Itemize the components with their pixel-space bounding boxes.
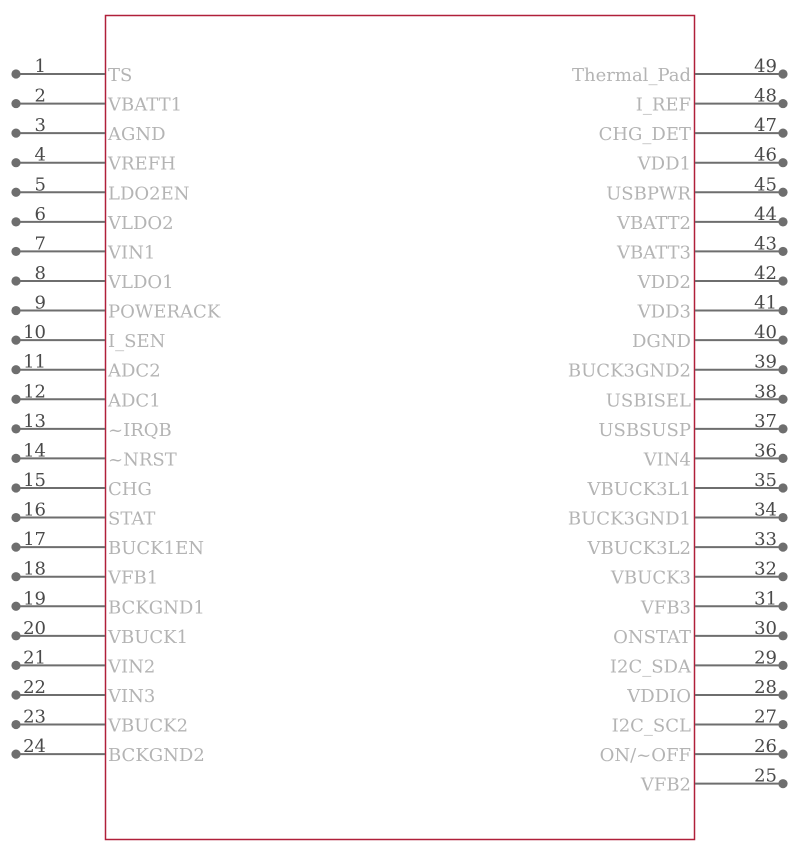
pin-number: 12	[23, 381, 46, 403]
pin-30	[613, 618, 787, 648]
pin-terminal-dot	[11, 99, 20, 108]
pin-terminal-dot	[11, 513, 20, 522]
pin-name: VBUCK2	[108, 715, 189, 737]
pin-33	[587, 529, 788, 559]
pin-terminal-dot	[778, 158, 787, 167]
pin-number: 36	[754, 440, 777, 462]
pin-22	[11, 677, 155, 707]
pin-name: BUCK1EN	[108, 538, 204, 560]
pin-terminal-dot	[778, 424, 787, 433]
pin-number: 21	[23, 647, 46, 669]
pin-26	[600, 736, 788, 766]
pin-name: VBUCK3L1	[587, 478, 691, 500]
pin-28	[626, 677, 787, 707]
pin-number: 24	[23, 736, 46, 758]
pin-number: 9	[34, 292, 46, 314]
pin-name: DGND	[632, 331, 691, 353]
pin-terminal-dot	[778, 454, 787, 463]
pin-number: 40	[754, 322, 777, 344]
pin-number: 43	[754, 233, 777, 255]
pin-name: VIN1	[108, 242, 156, 264]
pin-9	[11, 293, 220, 323]
pin-name: VBUCK1	[108, 626, 189, 648]
pin-terminal-dot	[11, 247, 20, 256]
pin-name: VFB2	[640, 774, 691, 796]
pin-number: 17	[23, 529, 46, 551]
pin-terminal-dot	[11, 158, 20, 167]
pin-terminal-dot	[778, 188, 787, 197]
pin-23	[11, 707, 188, 737]
pin-name: BCKGND1	[108, 597, 205, 619]
pin-name: AGND	[108, 124, 166, 146]
pin-number: 1	[34, 56, 46, 77]
pin-29	[610, 647, 788, 677]
pin-number: 16	[23, 499, 46, 521]
pin-12	[11, 381, 160, 411]
pin-number: 38	[754, 381, 777, 403]
pin-17	[11, 529, 204, 559]
pin-terminal-dot	[11, 306, 20, 315]
pin-terminal-dot	[11, 365, 20, 374]
pin-name: VIN3	[108, 685, 156, 707]
pin-number: 44	[754, 203, 777, 225]
pin-terminal-dot	[11, 217, 20, 226]
pin-name: LDO2EN	[108, 183, 190, 205]
pin-number: 39	[754, 351, 777, 373]
pin-number: 32	[754, 558, 777, 580]
pin-6	[11, 204, 173, 234]
pin-name: VIN4	[643, 449, 691, 471]
pin-36	[643, 440, 788, 470]
pin-name: VBUCK3	[610, 567, 691, 589]
pin-terminal-dot	[778, 217, 787, 226]
pin-38	[606, 381, 788, 411]
pin-number: 10	[23, 322, 46, 344]
pin-name: VBATT3	[616, 242, 691, 264]
pin-number: 14	[23, 440, 46, 462]
pin-terminal-dot	[778, 720, 787, 729]
pin-1	[11, 56, 132, 86]
pin-name: VIN2	[108, 656, 156, 678]
pin-18	[11, 559, 158, 589]
pin-46	[637, 145, 788, 175]
pin-name: USBISEL	[605, 390, 691, 412]
pin-number: 37	[754, 410, 777, 432]
pin-name: USBPWR	[606, 183, 691, 205]
pin-24	[11, 736, 204, 766]
pin-10	[11, 322, 165, 352]
pin-terminal-dot	[778, 483, 787, 492]
pin-number: 6	[34, 203, 46, 225]
pin-name: TS	[108, 65, 133, 86]
pin-terminal-dot	[11, 690, 20, 699]
pin-number: 31	[754, 588, 777, 610]
pin-name: VDD2	[637, 271, 691, 293]
pin-15	[11, 470, 151, 500]
pin-number: 25	[754, 765, 777, 787]
pin-45	[606, 174, 788, 204]
pin-32	[610, 559, 788, 589]
pin-name: USBSUSP	[598, 419, 691, 441]
pin-name: BUCK3GND2	[567, 360, 691, 382]
pin-name: VBATT2	[616, 212, 691, 234]
pin-number: 3	[34, 115, 46, 137]
pin-terminal-dot	[11, 129, 20, 138]
pin-number: 29	[754, 647, 777, 669]
pin-name: VDD3	[637, 301, 691, 323]
pin-name: VBUCK3L2	[587, 538, 691, 560]
pin-name: ADC1	[108, 390, 161, 412]
pin-20	[11, 618, 188, 648]
pin-name: I2C_SCL	[611, 715, 691, 737]
pin-31	[640, 588, 788, 618]
pin-name: ON/~OFF	[599, 745, 691, 767]
pin-terminal-dot	[11, 720, 20, 729]
pin-name: VLDO1	[108, 271, 174, 293]
pin-number: 34	[754, 499, 777, 521]
pin-14	[11, 440, 176, 470]
left-pin-group	[11, 56, 220, 766]
pin-number: 47	[754, 115, 777, 137]
pin-number: 22	[23, 676, 46, 698]
pin-35	[587, 470, 788, 500]
pin-number: 35	[754, 469, 777, 491]
pin-number: 7	[34, 233, 46, 255]
pin-terminal-dot	[778, 602, 787, 611]
pin-11	[11, 352, 160, 382]
pin-name: ADC2	[108, 360, 161, 382]
pin-number: 11	[23, 351, 46, 373]
pin-terminal-dot	[778, 513, 787, 522]
pin-number: 30	[754, 617, 777, 639]
pin-number: 8	[34, 262, 46, 284]
pin-number: 5	[34, 174, 46, 196]
pin-name: BCKGND2	[108, 745, 205, 767]
pin-terminal-dot	[11, 602, 20, 611]
pin-number: 20	[23, 617, 46, 639]
pin-name: ONSTAT	[613, 626, 691, 648]
pin-5	[11, 174, 189, 204]
pin-43	[616, 233, 788, 263]
pin-name: CHG	[108, 478, 152, 500]
pin-27	[612, 707, 788, 737]
pin-44	[616, 204, 788, 234]
pin-terminal-dot	[11, 572, 20, 581]
pin-number: 46	[754, 144, 777, 166]
pin-number: 18	[23, 558, 46, 580]
pin-terminal-dot	[778, 395, 787, 404]
pin-terminal-dot	[778, 631, 787, 640]
pin-25	[640, 766, 788, 796]
pin-name: POWERACK	[108, 301, 221, 323]
pin-16	[11, 500, 155, 530]
pin-terminal-dot	[778, 365, 787, 374]
pin-name: I2C_SDA	[609, 656, 691, 678]
pin-terminal-dot	[778, 247, 787, 256]
pin-name: VFB1	[108, 567, 159, 589]
pin-number: 13	[23, 410, 46, 432]
pin-49	[572, 56, 788, 86]
pin-terminal-dot	[778, 306, 787, 315]
pin-terminal-dot	[11, 188, 20, 197]
pin-2	[11, 86, 182, 116]
pin-4	[11, 145, 175, 175]
pin-name: CHG_DET	[598, 124, 691, 146]
pin-7	[11, 233, 155, 263]
pin-19	[11, 588, 204, 618]
pin-terminal-dot	[11, 336, 20, 345]
pin-terminal-dot	[778, 690, 787, 699]
pin-42	[637, 263, 788, 293]
pin-terminal-dot	[11, 661, 20, 670]
pin-number: 4	[34, 144, 46, 166]
pin-number: 27	[754, 706, 777, 728]
pin-39	[568, 352, 788, 382]
pin-name: Thermal_Pad	[572, 65, 691, 86]
pin-terminal-dot	[778, 276, 787, 285]
pin-name: VREFH	[108, 153, 176, 175]
pin-terminal-dot	[11, 631, 20, 640]
pin-terminal-dot	[778, 750, 787, 759]
pin-name: I_REF	[635, 94, 691, 116]
pin-number: 19	[23, 588, 46, 610]
pin-number: 49	[754, 56, 777, 77]
pin-number: 42	[754, 262, 777, 284]
pin-terminal-dot	[11, 543, 20, 552]
pin-number: 2	[34, 85, 46, 107]
pin-terminal-dot	[11, 69, 20, 78]
pin-terminal-dot	[11, 454, 20, 463]
pin-name: VBATT1	[108, 94, 183, 116]
pin-terminal-dot	[778, 129, 787, 138]
pin-21	[11, 647, 155, 677]
pin-terminal-dot	[11, 424, 20, 433]
pin-name: I_SEN	[108, 331, 166, 353]
pin-number: 26	[754, 736, 777, 758]
pin-41	[637, 293, 788, 323]
pin-number: 23	[23, 706, 46, 728]
pin-number: 41	[754, 292, 777, 314]
pin-48	[636, 86, 788, 116]
pin-name: VFB3	[640, 597, 691, 619]
pin-terminal-dot	[778, 543, 787, 552]
pin-number: 33	[754, 529, 777, 551]
pin-terminal-dot	[778, 779, 787, 788]
pin-number: 48	[754, 85, 777, 107]
pin-47	[599, 115, 788, 145]
pin-name: ~NRST	[108, 449, 177, 471]
pin-number: 28	[754, 676, 777, 698]
right-pin-group	[568, 56, 788, 796]
pin-name: VDD1	[637, 153, 691, 175]
pin-terminal-dot	[11, 483, 20, 492]
pin-terminal-dot	[778, 572, 787, 581]
pin-terminal-dot	[778, 661, 787, 670]
pin-3	[11, 115, 165, 145]
pin-number: 15	[23, 469, 46, 491]
pin-37	[598, 411, 787, 441]
pin-name: ~IRQB	[108, 419, 172, 441]
pin-number: 45	[754, 174, 777, 196]
pin-name: VLDO2	[108, 212, 174, 234]
pin-name: STAT	[108, 508, 156, 530]
pin-terminal-dot	[11, 276, 20, 285]
pin-name: VDDIO	[627, 685, 691, 707]
pin-terminal-dot	[11, 395, 20, 404]
pin-terminal-dot	[778, 336, 787, 345]
pin-34	[568, 500, 788, 530]
pin-name: BUCK3GND1	[567, 508, 691, 530]
pin-40	[632, 322, 788, 352]
pin-terminal-dot	[778, 99, 787, 108]
pin-terminal-dot	[11, 750, 20, 759]
pin-13	[11, 411, 171, 441]
pin-terminal-dot	[778, 69, 787, 78]
pin-8	[11, 263, 173, 293]
